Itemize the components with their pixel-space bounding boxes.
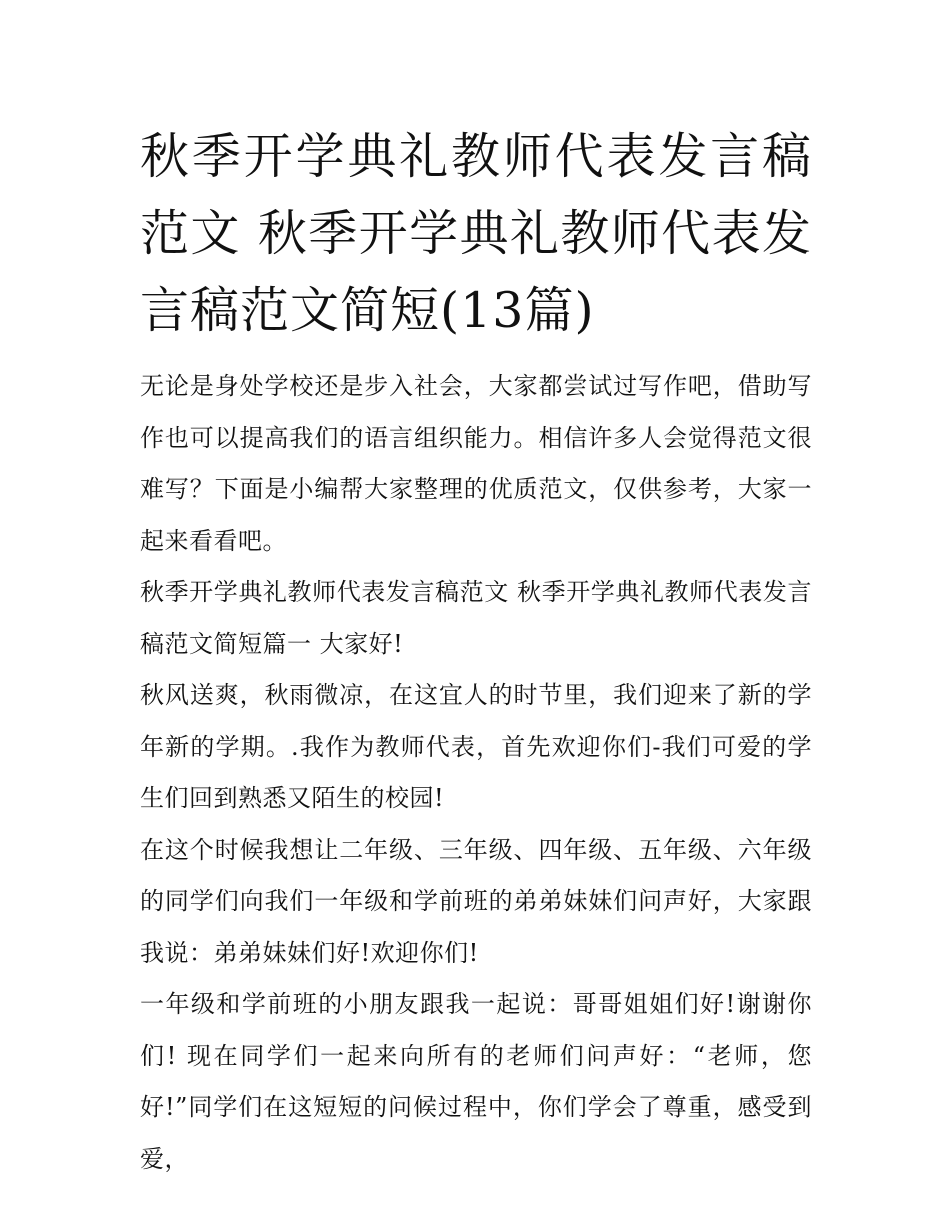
paragraph-heading: 秋季开学典礼教师代表发言稿范文 秋季开学典礼教师代表发言稿范文简短篇一 大家好! [140, 578, 812, 658]
paragraph-reply: 一年级和学前班的小朋友跟我一起说：哥哥姐姐们好!谢谢你们! 现在同学们一起来向所有的老师们问声好：“老师，您好!”同学们在这短短的问候过程中，你们学会了尊重，感受到爱， [140, 990, 812, 1173]
document-body [140, 361, 812, 1185]
document-title: 秋季开学典礼教师代表发言稿范文 秋季开学典礼教师代表发言稿范文简短(13篇) [140, 128, 812, 339]
paragraph-autumn: 秋风送爽，秋雨微凉，在这宜人的时节里，我们迎来了新的学年新的学期。.我作为教师代表，首先欢迎你们-我们可爱的学生们回到熟悉又陌生的校园! [140, 681, 812, 812]
paragraph-greeting: 在这个时候我想让二年级、三年级、四年级、五年级、六年级的同学们向我们一年级和学前班的弟弟妹妹们问声好，大家跟我说：弟弟妹妹们好!欢迎你们! [140, 835, 812, 967]
document-page [140, 118, 812, 1185]
paragraph-intro: 无论是身处学校还是步入社会，大家都尝试过写作吧，借助写作也可以提高我们的语言组织能力。相信许多人会觉得范文很难写？下面是小编帮大家整理的优质范文，仅供参考，大家一起来看看吧。 [140, 372, 812, 555]
